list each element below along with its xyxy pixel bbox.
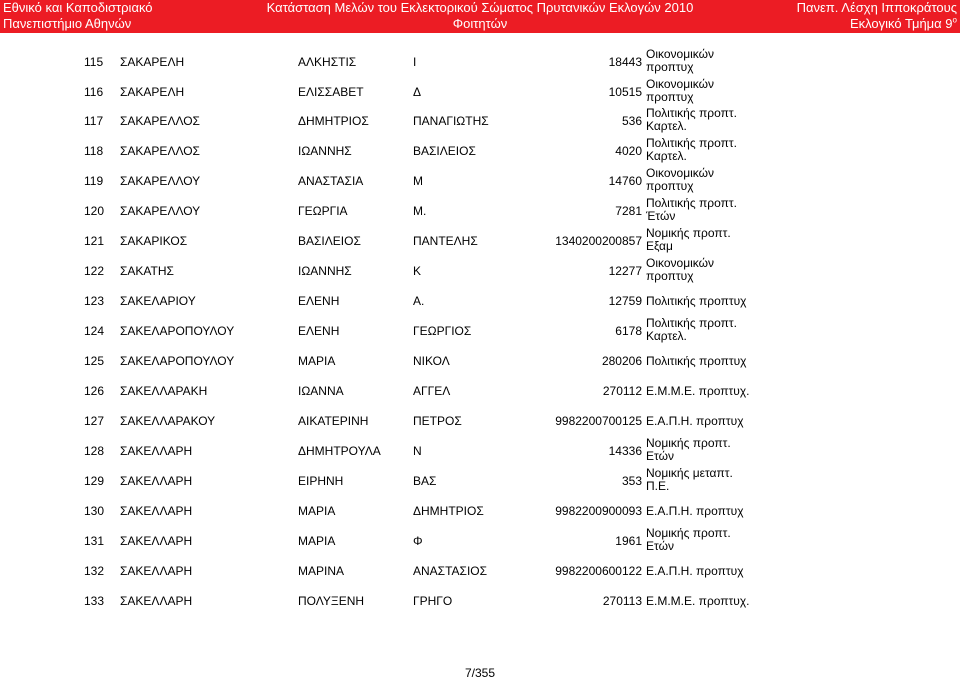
school-cell — [646, 197, 737, 223]
school-line2: προπτυχ — [646, 60, 694, 74]
table-row — [0, 556, 960, 586]
row-number: 115 — [84, 55, 104, 69]
surname-cell: ΣΑΚΕΛΛΑΡΗ — [120, 504, 193, 518]
document-subtitle: Φοιτητών — [452, 16, 508, 31]
first-name-cell: ΔΗΜΗΤΡΙΟΣ — [298, 114, 369, 128]
school-line1: Ε.Α.Π.Η. προπτυχ — [646, 504, 744, 518]
school-cell — [646, 137, 737, 163]
table-row — [0, 106, 960, 136]
school-line1: Νομικής προπτ. — [646, 226, 731, 240]
polling-section — [850, 16, 957, 32]
school-line1: Πολιτικής προπτ. — [646, 196, 737, 210]
school-line1: Νομικής προπτ. — [646, 436, 731, 450]
school-cell — [646, 48, 714, 74]
first-name-cell: ΜΑΡΙΑ — [298, 534, 336, 548]
school-line1: Νομικής προπτ. — [646, 526, 731, 540]
school-cell — [646, 167, 714, 193]
header-banner — [0, 0, 960, 33]
row-number: 126 — [84, 384, 105, 398]
school-line2: προπτυχ — [646, 90, 694, 104]
father-name-cell: ΒΑΣ — [413, 474, 437, 488]
school-cell — [646, 78, 714, 104]
table-row — [0, 47, 960, 77]
first-name-cell: ΜΑΡΙΝΑ — [298, 564, 345, 578]
row-number: 120 — [84, 204, 105, 218]
father-name-cell: ΑΝΑΣΤΑΣΙΟΣ — [413, 564, 488, 578]
school-line1: Ε.Α.Π.Η. προπτυχ — [646, 414, 744, 428]
first-name-cell: ΕΛΕΝΗ — [298, 294, 340, 308]
row-number: 122 — [84, 264, 105, 278]
surname-cell: ΣΑΚΑΡΕΛΛΟΥ — [120, 204, 201, 218]
surname-cell: ΣΑΚΑΤΗΣ — [120, 264, 174, 278]
surname-cell: ΣΑΚΑΡΕΛΗ — [120, 85, 185, 99]
student-id-cell: 270113 — [602, 594, 642, 608]
row-number: 118 — [84, 144, 104, 158]
school-line1: Πολιτικής προπτ. — [646, 106, 737, 120]
father-name-cell: ΓΡΗΓΟ — [413, 594, 453, 608]
school-line2: Έτών — [646, 209, 676, 223]
first-name-cell: ΙΩΑΝΝΑ — [298, 384, 344, 398]
surname-cell: ΣΑΚΕΛΛΑΡΗ — [120, 534, 193, 548]
school-line1: Πολιτικής προπτυχ — [646, 294, 747, 308]
student-id-cell: 280206 — [601, 354, 642, 368]
first-name-cell: ΑΙΚΑΤΕΡΙΝΗ — [298, 414, 369, 428]
school-cell — [646, 467, 733, 493]
surname-cell: ΣΑΚΑΡΕΛΛΟΣ — [120, 144, 200, 158]
father-name-cell: ΒΑΣΙΛΕΙΟΣ — [413, 144, 476, 158]
school-cell — [646, 384, 750, 398]
table-row — [0, 376, 960, 406]
father-name-cell: Μ — [413, 174, 423, 188]
table-row — [0, 496, 960, 526]
first-name-cell: ΕΛΙΣΣΑΒΕΤ — [298, 85, 364, 99]
surname-cell: ΣΑΚΕΛΛΑΡΗ — [120, 474, 193, 488]
row-number: 119 — [84, 174, 104, 188]
first-name-cell: ΕΙΡΗΝΗ — [298, 474, 344, 488]
row-number: 131 — [84, 534, 105, 548]
row-number: 123 — [84, 294, 105, 308]
surname-cell: ΣΑΚΕΛΛΑΡΑΚΟΥ — [120, 414, 216, 428]
polling-section-ordinal: ο — [952, 15, 957, 25]
surname-cell: ΣΑΚΕΛΛΑΡΗ — [120, 444, 193, 458]
table-row — [0, 586, 960, 616]
first-name-cell: ΒΑΣΙΛΕΙΟΣ — [298, 234, 361, 248]
first-name-cell: ΑΝΑΣΤΑΣΙΑ — [298, 174, 364, 188]
first-name-cell: ΙΩΑΝΝΗΣ — [298, 144, 352, 158]
surname-cell: ΣΑΚΑΡΕΛΛΟΥ — [120, 174, 201, 188]
student-id-cell: 270112 — [602, 384, 642, 398]
row-number: 128 — [84, 444, 105, 458]
student-id-cell: 7281 — [615, 204, 642, 218]
school-line1: Πολιτικής προπτ. — [646, 316, 737, 330]
first-name-cell: ΜΑΡΙΑ — [298, 504, 336, 518]
student-id-cell: 10515 — [608, 85, 642, 99]
student-id-cell: 12277 — [608, 264, 642, 278]
student-id-cell: 9982200700125 — [555, 414, 642, 428]
table-row — [0, 136, 960, 166]
father-name-cell: ΠΕΤΡΟΣ — [413, 414, 462, 428]
school-cell — [646, 594, 750, 608]
first-name-cell: ΠΟΛΥΞΕΝΗ — [298, 594, 365, 608]
school-line1: Ε.Α.Π.Η. προπτυχ — [646, 564, 744, 578]
school-line2: Καρτελ. — [646, 149, 687, 163]
student-id-cell: 9982200900093 — [555, 504, 642, 518]
school-line1: Οικονομικών — [646, 256, 715, 270]
first-name-cell: ΓΕΩΡΓΙΑ — [298, 204, 348, 218]
father-name-cell: Ν — [413, 444, 422, 458]
father-name-cell: ΑΓΓΕΛ — [413, 384, 451, 398]
father-name-cell: Κ — [413, 264, 422, 278]
school-line2: Ετών — [646, 449, 674, 463]
student-id-cell: 536 — [621, 114, 642, 128]
father-name-cell: Μ. — [413, 204, 427, 218]
row-number: 132 — [84, 564, 105, 578]
table-row — [0, 226, 960, 256]
university-name-line2: Πανεπιστήμιο Αθηνών — [3, 16, 132, 31]
father-name-cell: Ι — [413, 55, 417, 69]
school-line1: Πολιτικής προπτυχ — [646, 354, 747, 368]
table-row — [0, 286, 960, 316]
student-id-cell: 18443 — [608, 55, 642, 69]
page-number: 7/355 — [464, 666, 496, 680]
school-line2: Π.Ε. — [646, 479, 670, 493]
school-cell — [646, 414, 744, 428]
school-cell — [646, 564, 744, 578]
father-name-cell: ΔΗΜΗΤΡΙΟΣ — [413, 504, 484, 518]
school-line2: Καρτελ. — [646, 329, 687, 343]
first-name-cell: ΙΩΑΝΝΗΣ — [298, 264, 352, 278]
table-row — [0, 346, 960, 376]
row-number: 117 — [84, 114, 104, 128]
table-row — [0, 77, 960, 107]
student-id-cell: 1340200200857 — [555, 234, 642, 248]
university-name-line1: Εθνικό και Καποδιστριακό — [3, 0, 153, 15]
school-line1: Ε.Μ.Μ.Ε. προπτυχ. — [646, 384, 750, 398]
surname-cell: ΣΑΚΕΛΛΑΡΗ — [120, 594, 193, 608]
school-line2: προπτυχ — [646, 269, 694, 283]
student-id-cell: 1961 — [615, 534, 642, 548]
school-cell — [646, 354, 746, 368]
father-name-cell: Δ — [413, 85, 422, 99]
row-number: 121 — [84, 234, 105, 248]
student-id-cell: 14336 — [608, 444, 642, 458]
student-id-cell: 6178 — [615, 324, 642, 338]
school-line2: Ετών — [646, 539, 674, 553]
father-name-cell: ΝΙΚΟΛ — [413, 354, 450, 368]
school-cell — [646, 317, 737, 343]
school-line2: Καρτελ. — [646, 119, 687, 133]
surname-cell: ΣΑΚΑΡΙΚΟΣ — [120, 234, 188, 248]
school-line1: Πολιτικής προπτ. — [646, 136, 737, 150]
row-number: 124 — [84, 324, 105, 338]
school-cell — [646, 504, 744, 518]
school-cell — [646, 107, 737, 133]
school-cell — [646, 227, 731, 253]
student-id-cell: 12759 — [608, 294, 642, 308]
polling-section-label: Εκλογικό Τμήμα 9 — [849, 16, 953, 31]
first-name-cell: ΑΛΚΗΣΤΙΣ — [298, 55, 357, 69]
school-line2: προπτυχ — [646, 179, 694, 193]
polling-location: Πανεπ. Λέσχη Ιπποκράτους — [796, 0, 957, 15]
table-row — [0, 436, 960, 466]
document-title: Κατάσταση Μελών του Εκλεκτορικού Σώματος Πρυτανικών Εκλογών 2010 — [266, 0, 694, 15]
father-name-cell: Φ — [413, 534, 423, 548]
school-line1: Οικονομικών — [646, 77, 715, 91]
father-name-cell: ΠΑΝΑΓΙΩΤΗΣ — [413, 114, 489, 128]
row-number: 130 — [84, 504, 105, 518]
first-name-cell: ΕΛΕΝΗ — [298, 324, 340, 338]
table-row — [0, 256, 960, 286]
row-number: 125 — [84, 354, 105, 368]
table-row — [0, 166, 960, 196]
surname-cell: ΣΑΚΕΛΑΡΟΠΟΥΛΟΥ — [120, 324, 235, 338]
school-cell — [646, 437, 731, 463]
school-cell — [646, 257, 714, 283]
surname-cell: ΣΑΚΕΛΑΡΟΠΟΥΛΟΥ — [120, 354, 235, 368]
table-row — [0, 316, 960, 346]
table-row — [0, 196, 960, 226]
school-cell — [646, 527, 731, 553]
student-id-cell: 14760 — [608, 174, 642, 188]
row-number: 127 — [84, 414, 105, 428]
student-id-cell: 9982200600122 — [555, 564, 642, 578]
school-line1: Οικονομικών — [646, 166, 715, 180]
school-line1: Οικονομικών — [646, 47, 715, 61]
father-name-cell: ΠΑΝΤΕΛΗΣ — [413, 234, 478, 248]
first-name-cell: ΜΑΡΙΑ — [298, 354, 336, 368]
table-row — [0, 466, 960, 496]
school-line2: Εξαμ — [646, 239, 673, 253]
father-name-cell: Α. — [413, 294, 425, 308]
surname-cell: ΣΑΚΕΛΛΑΡΑΚΗ — [120, 384, 208, 398]
student-id-cell: 353 — [621, 474, 642, 488]
row-number: 116 — [84, 85, 104, 99]
student-id-cell: 4020 — [615, 144, 642, 158]
school-line1: Ε.Μ.Μ.Ε. προπτυχ. — [646, 594, 750, 608]
row-number: 129 — [84, 474, 105, 488]
school-cell — [646, 294, 746, 308]
surname-cell: ΣΑΚΕΛΑΡΙΟΥ — [120, 294, 196, 308]
surname-cell: ΣΑΚΑΡΕΛΛΟΣ — [120, 114, 200, 128]
table-row — [0, 406, 960, 436]
surname-cell: ΣΑΚΑΡΕΛΗ — [120, 55, 185, 69]
first-name-cell: ΔΗΜΗΤΡΟΥΛΑ — [298, 444, 381, 458]
table-row — [0, 526, 960, 556]
school-line1: Νομικής μεταπτ. — [646, 466, 733, 480]
father-name-cell: ΓΕΩΡΓΙΟΣ — [413, 324, 472, 338]
row-number: 133 — [84, 594, 105, 608]
surname-cell: ΣΑΚΕΛΛΑΡΗ — [120, 564, 193, 578]
